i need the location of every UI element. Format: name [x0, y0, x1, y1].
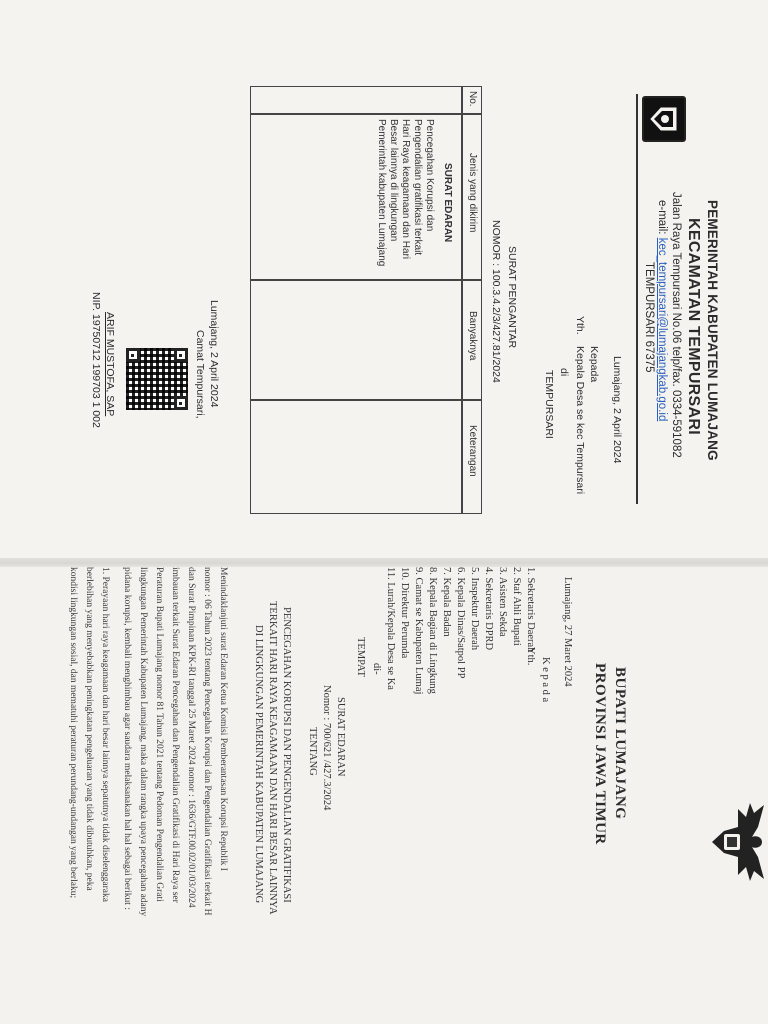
- email-label: e-mail:: [656, 200, 668, 235]
- subject-line-1: PENCEGAHAN KORUPSI DAN PENGENDALIAN GRATIFIKASI: [281, 607, 292, 903]
- header-rule: [636, 94, 638, 504]
- edaran-number: Nomor : 700/621 /427.3/2024: [321, 685, 332, 811]
- recipient-8: 8. Kepala Bagian di Lingkung: [427, 567, 438, 694]
- bottom-page-content: [0, 567, 768, 1024]
- header-line2: KECAMATAN TEMPURSARI: [685, 218, 702, 435]
- bottom-header-line1: BUPATI LUMAJANG: [612, 667, 628, 820]
- yth-label: Yth.: [574, 316, 586, 335]
- recipient-11: 11. Lurah/Kepala Desa se Ka: [385, 567, 396, 690]
- table-cell-keterangan: [250, 400, 462, 514]
- edaran-tentang: TENTANG: [307, 727, 318, 776]
- item-title: SURAT EDARAN: [442, 163, 453, 243]
- body-line-3: dan Surat Pimpinan KPK-RI tanggal 25 Maret 2024 nomor : 1636/GTF.00.02/01/03/2024: [186, 567, 196, 908]
- item-description: Pencegahan Korupsi dan Pengendalian gratifikasi terkait Hari Raya keagamaan dan Hari Besar lainnya di lingkungan Pemerintah kabupaten Lumajang: [376, 119, 435, 267]
- recipient-10: 10. Direktur Perumda: [399, 567, 410, 659]
- subject-line-3: DI LINGKUNGAN PEMERINTAH KABUPATEN LUMAJANG: [253, 625, 264, 904]
- signature-position: Camat Tempursari,: [194, 330, 206, 419]
- recipient-5: 5. Inspektur Daerah: [469, 567, 480, 651]
- bottom-tempat: TEMPAT: [355, 637, 366, 677]
- table-header-no: No.: [462, 86, 482, 114]
- recipient-7: 7. Kepala Badan: [441, 567, 452, 637]
- recipient-2: 2. Staf Ahli Bupati: [511, 567, 522, 646]
- letter-date: Lumajang, 2 April 2024: [611, 356, 623, 464]
- body-line-1: Menindaklanjuti surat Edaran Ketua Komisi Pemberantasan Korupsi Republik I: [218, 567, 228, 871]
- bottom-header-line2: PROVINSI JAWA TIMUR: [592, 663, 608, 845]
- table-cell-banyaknya: [250, 280, 462, 400]
- table-header-jenis: Jenis yang dikirim: [462, 114, 482, 280]
- email-link[interactable]: kec_tempursari@lumajangkab.go.id: [656, 237, 668, 422]
- table-cell-jenis: [250, 114, 462, 280]
- body-line-7: pidana korupsi, kembali menghimbau agar saudara melaksanakan hal hal sebagai berikut :: [122, 567, 132, 910]
- header-address: Jalan Raya Tempursari No.06 telp/fax. 0334-591082: [670, 192, 682, 458]
- body-line-8: 1. Perayaan hari raya keagamaan dan hari besar lainnya sepatutnya tidak diselenggaraka: [100, 567, 110, 902]
- recipient-9: 9. Camat se Kabupaten Lumaj: [413, 567, 424, 695]
- header-email: [656, 200, 668, 421]
- bottom-kepada: K e p a d a: [540, 657, 551, 703]
- bottom-page: [0, 567, 768, 1024]
- kepada-label: Kepada: [588, 346, 600, 383]
- signature-date: Lumajang, 2 April 2024: [208, 300, 220, 408]
- bottom-di: di-: [371, 663, 382, 675]
- body-line-10: kondisi lingkungan sosial, dan mematuhi peraturan perundang-undangan yang berlaku;: [68, 567, 78, 899]
- body-line-4: imbauan terkait Surat Edaran Pencegahan dan Pengendalian Gratifikasi di Hari Raya ser: [170, 567, 180, 903]
- letter-number: NOMOR : 100.3.4.2/3/427.81/2024: [490, 220, 502, 383]
- recipient-4: 4. Sekretaris DPRD: [483, 567, 494, 651]
- table-header-keterangan: Keterangan: [462, 400, 482, 514]
- di-label: di: [558, 368, 570, 377]
- recipient-3: 3. Asisten Sekda: [497, 567, 508, 637]
- body-line-6: lingkungan Pemerintah Kabupaten Lumajang, maka dalam rangka upaya pencegahan adany: [138, 567, 148, 917]
- signer-nip: NIP. 19750712 199703 1 002: [90, 292, 102, 428]
- recipient-place: TEMPURSARI: [543, 370, 555, 439]
- regency-logo-icon: [642, 96, 686, 142]
- letter-title: SURAT PENGANTAR: [506, 246, 518, 349]
- recipient-6: 6. Kepala Dinas/Satpol PP: [455, 567, 466, 679]
- recipient-1: 1. Sekretaris Daerah: [525, 567, 536, 653]
- bottom-date: Lumajang, 27 Maret 2024: [562, 577, 573, 687]
- body-line-2: nomor : 06 Tahun 2023 tentang Pencegahan Korupsi dan Pengendalian Gratifikasi terkait H: [202, 567, 212, 916]
- edaran-title: SURAT EDARAN: [335, 697, 346, 777]
- table-header-banyaknya: Banyaknya: [462, 280, 482, 400]
- subject-line-2: TERKAIT HARI RAYA KEAGAMAAN DAN HARI BESAR LAINNYA: [267, 601, 278, 915]
- header-city: TEMPURSARI 67375: [643, 262, 655, 373]
- bottom-yth: Yth.: [525, 647, 536, 666]
- qr-code-icon: [126, 348, 188, 410]
- table-cell-no: [250, 86, 462, 114]
- signer-name: ARIF MUSTOFA, SAP: [104, 312, 116, 417]
- body-line-9: berlebihan yang menyebabkan peningkatan pengeluaran yang tidak dibutuhkan, peka: [84, 567, 94, 891]
- items-table: [250, 86, 482, 514]
- garuda-emblem-icon: [704, 797, 768, 887]
- body-line-5: Peraturan Bupati Lumajang nomor 81 Tahun 2021 tentang Pedoman Pengendalian Grati: [154, 567, 164, 902]
- header-line1: PEMERINTAH KABUPATEN LUMAJANG: [705, 200, 720, 461]
- recipient-name: Kepala Desa se kec Tempursari: [574, 346, 586, 495]
